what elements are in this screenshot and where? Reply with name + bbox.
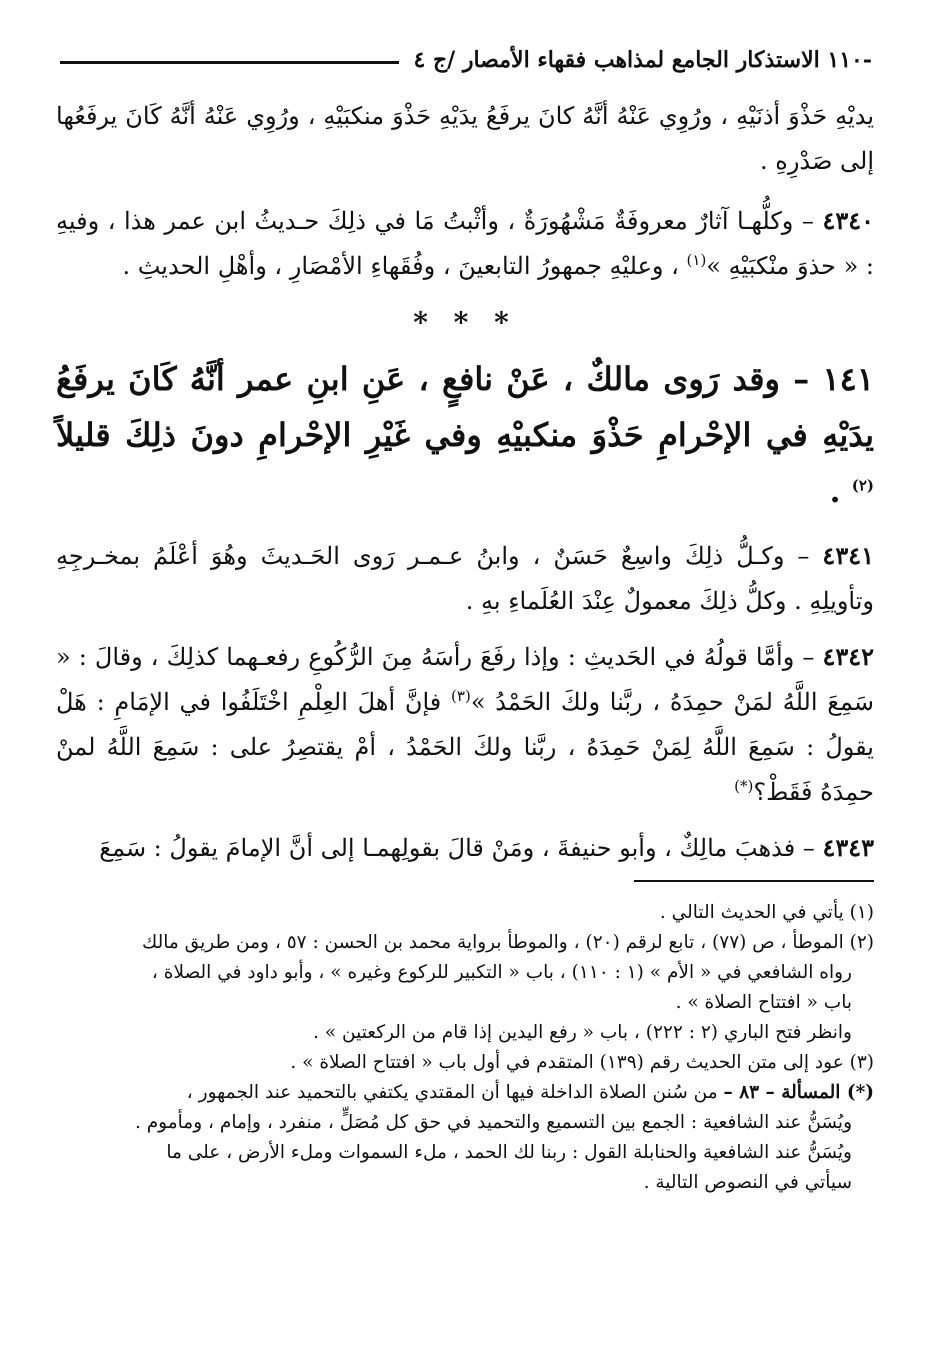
hadith-text: – وقد رَوى مالكٌ ، عَنْ نافعٍ ، عَنِ ابنِ عمر أنَّهُ كَانَ يرفَعُ يدَيْهِ في الإحْرامِ حَذْوَ منكبيْهِ وفي غَيْرِ الإحْرامِ دونَ ذلِكَ قليلاً [56, 360, 874, 454]
footnote-ref: (٢) [851, 476, 874, 495]
footnote-star-line-4: سيأتي في النصوص التالية . [643, 1172, 852, 1193]
paragraph-text-tail: ، وعليْهِ جمهورُ التابعينَ ، وفُقَهاءِ الأمْصَارِ ، وأهْلِ الحديثِ . [122, 252, 679, 280]
main-text [56, 94, 874, 881]
footnote-2-line-4: وانظر فتح الباري (٢ : ٢٢٢) ، باب « رفع اليدين إذا قام من الركعتين » . [313, 1022, 852, 1043]
footnote-star-text: من سُنن الصلاة الداخلة فيها أن المقتدي يكتفي بالتحميد عند الجمهور ، [186, 1082, 718, 1103]
paragraph-number: ٤٣٤٢ [822, 642, 875, 671]
paragraph-continuation [56, 94, 874, 184]
paragraph-text: – وكـلُّ ذلِكَ واسِعٌ حَسَنٌ ، وابنُ عـمـر رَوى الحَـديثَ وهُوَ أعْلَمُ بمخـرجِهِ وتأويلِهِ . وكلُّ ذلِكَ معمولٌ عِنْدَ العُلَماءِ بهِ . [56, 542, 874, 615]
footnote-ref: (١) [686, 251, 707, 269]
footnote-2: (٢) الموطأ ، ص (٧٧) ، تابع لرقم (٢٠) ، والموطأ برواية محمد بن الحسن : ٥٧ ، ومن طريق مالك [142, 932, 874, 953]
header-title: -١١٠ الاستذكار الجامع لمذاهب فقهاء الأمصار /ج ٤ [413, 47, 872, 73]
paragraph-number: ٤٣٤٠ [822, 206, 874, 235]
footnote-1: (١) يأتي في الحديث التالي . [659, 902, 874, 923]
paragraph-text: يديْهِ حَذْوَ أذنَيْهِ ، ورُوِي عَنْهُ أنَّهُ كانَ يرفَعُ يدَيْهِ حَذْوَ منكبَيْهِ ، ورُوِي عَنْهُ أنَّهُ كَانَ يرفَعُها إلى صَدْرِهِ . [56, 102, 874, 175]
paragraph-number: ٤٣٤٣ [822, 833, 874, 862]
paragraph-text: – وأمَّا قولُهُ في الحَديثِ : وإذا رفَعَ رأسَهُ مِنَ الرُّكُوعِ رفعـهما كذلِكَ ، وقالَ : « سَمِعَ اللَّهُ لمَنْ حمِدَهُ ، ربَّنا ولكَ الحَمْدُ » [56, 643, 874, 716]
section-divider: * * * [413, 306, 517, 339]
footnote-3: (٣) عود إلى متن الحديث رقم (١٣٩) المتقدم في أول باب « افتتاح الصلاة » . [290, 1052, 874, 1073]
footnote-star-label: (*) المسألة – ٨٣ – [723, 1082, 874, 1103]
footnote-star-line-3: ويُسَنُّ عند الشافعية والحنابلة القول : ربنا لك الحمد ، ملء السموات وملء الأرض ، على ما [166, 1142, 852, 1163]
hadith-number: ١٤١ [822, 360, 875, 398]
hadith-tail: . [829, 472, 841, 510]
paragraph-4340 [56, 198, 874, 289]
paragraph-text: – وكلُّهـا آثارٌ معروفَةٌ مَشْهُورَةٌ ، وأثْبتُ مَا في ذلِكَ حـديثُ ابن عمر هذا ، وفيهِ : « حذوَ منْكبَيْهِ » [56, 207, 874, 280]
paragraph-text-tail: فإنَّ أهلَ العِلْمِ اخْتَلَفُوا في الإمَامِ : هَلْ يقولُ : سَمِعَ اللَّهُ لِمَنْ حَمِدَهُ ، ربَّنا ولكَ الحَمْدُ ، أمْ يقتصِرُ على : سَمِعَ اللَّهُ لمنْ حمِدَهُ فَقَطْ؟ [56, 688, 874, 806]
footnote-star-line-2: ويُسَنُّ عند الشافعية : الجمع بين التسميع والتحميد في حق كل مُصَلٍّ ، منفرد ، وإمام ، ومأموم . [134, 1112, 852, 1133]
hadith-141 [56, 351, 874, 519]
paragraph-4343 [56, 825, 874, 871]
footnote-star [56, 1078, 874, 1108]
paragraph-4341 [56, 533, 874, 624]
paragraph-4342 [56, 634, 874, 815]
paragraph-text: – فذهبَ مالِكٌ ، وأبو حنيفةَ ، ومَنْ قالَ بقولِهمـا إلى أنَّ الإمامَ يقولُ : سَمِعَ [99, 834, 815, 862]
paragraph-number: ٤٣٤١ [822, 541, 874, 570]
footnote-separator [634, 880, 874, 882]
footnotes [56, 898, 874, 1198]
header-rule [60, 61, 399, 64]
footnote-ref-star: (*) [734, 777, 754, 795]
footnote-ref: (٣) [451, 687, 471, 705]
running-header [60, 40, 872, 80]
footnote-2-line-3: باب « افتتاح الصلاة » . [675, 992, 852, 1013]
footnote-2-line-2: رواه الشافعي في « الأم » (١ : ١١٠) ، باب « التكبير للركوع وغيره » ، وأبو داود في الصلاة ، [151, 962, 852, 983]
